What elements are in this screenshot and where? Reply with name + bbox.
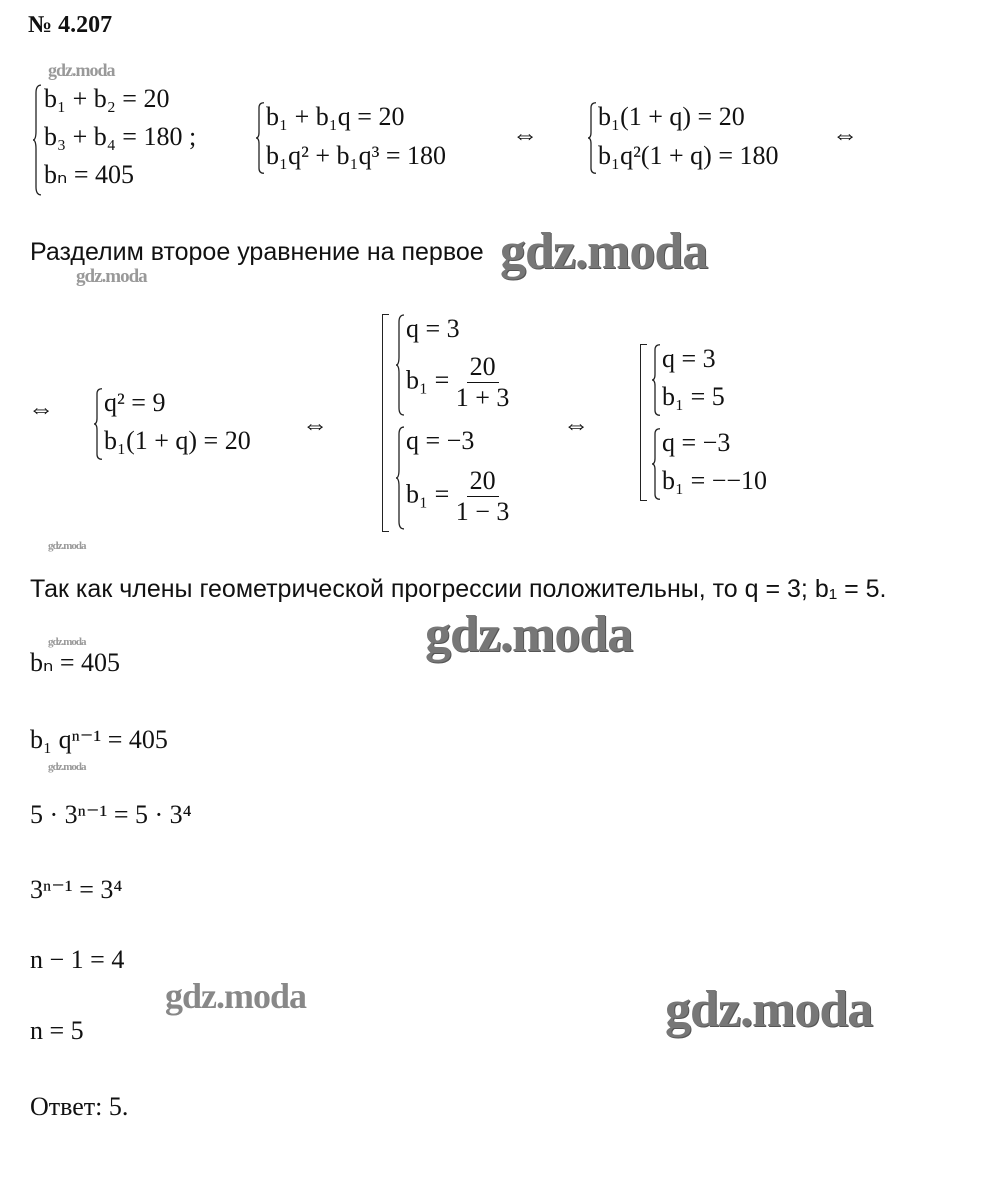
watermark: gdz.moda <box>48 761 86 773</box>
equation-lhs: b₁ = <box>406 479 456 509</box>
equation: q = −3 <box>406 426 475 455</box>
equation: b₁ + b₂ = 20 <box>44 84 170 113</box>
denominator: 1 + 3 <box>455 383 510 412</box>
equivalence-symbol: ⇔ <box>563 410 589 439</box>
curly-brace <box>93 388 103 460</box>
equivalence-symbol: ⇔ <box>512 120 538 149</box>
equivalence-symbol: ⇔ <box>302 410 328 439</box>
equation: bₙ = 405 <box>44 160 135 189</box>
equation: q² = 9 <box>104 388 166 417</box>
watermark: gdz.moda <box>48 636 86 648</box>
numerator: 20 <box>467 352 499 383</box>
curly-brace <box>587 102 597 174</box>
equivalence-symbol: ⇔ <box>28 394 54 423</box>
explanation-text: Разделим второе уравнение на первое <box>30 238 484 266</box>
watermark: gdz.moda <box>500 223 708 280</box>
answer: Ответ: 5. <box>30 1092 129 1121</box>
step-equation: b₁ qⁿ⁻¹ = 405 <box>30 725 168 754</box>
watermark: gdz.moda <box>425 606 633 663</box>
equation-lhs: b₁ = <box>406 365 456 395</box>
equation: q = −3 <box>662 428 731 457</box>
equation: b₁(1 + q) = 20 <box>598 102 745 131</box>
curly-brace <box>255 102 265 174</box>
watermark: gdz.moda <box>665 981 873 1038</box>
equation <box>406 352 509 413</box>
equation: b₁q² + b₁q³ = 180 <box>266 141 447 170</box>
numerator: 20 <box>467 466 499 497</box>
watermark: gdz.moda <box>76 266 147 287</box>
fraction <box>456 352 510 413</box>
curly-brace <box>651 344 661 416</box>
denominator: 1 − 3 <box>455 497 510 526</box>
equation: b₁q²(1 + q) = 180 <box>598 141 779 170</box>
problem-number: № 4.207 <box>28 12 113 38</box>
equation: q = 3 <box>406 314 460 343</box>
watermark: gdz.moda <box>165 976 307 1016</box>
step-equation: n = 5 <box>30 1016 84 1045</box>
curly-brace <box>395 426 405 530</box>
square-bracket <box>382 314 389 532</box>
explanation-text: Так как члены геометрической прогрессии положительны, то q = 3; b₁ = 5. <box>30 575 887 603</box>
curly-brace <box>651 428 661 500</box>
square-bracket <box>640 344 647 501</box>
curly-brace <box>395 314 405 416</box>
equation: q = 3 <box>662 344 716 373</box>
step-equation: 3ⁿ⁻¹ = 3⁴ <box>30 875 123 904</box>
step-equation: n − 1 = 4 <box>30 945 125 974</box>
equation: b₁ + b₁q = 20 <box>266 102 405 131</box>
equation: b₁ = −−10 <box>662 466 768 495</box>
equation: b₃ + b₄ = 180 ; <box>44 122 197 151</box>
step-equation: 5 · 3ⁿ⁻¹ = 5 · 3⁴ <box>30 800 192 829</box>
step-equation: bₙ = 405 <box>30 648 121 677</box>
equation: b₁(1 + q) = 20 <box>104 426 251 455</box>
watermark: gdz.moda <box>48 60 115 80</box>
fraction <box>456 466 510 527</box>
equation <box>406 466 509 527</box>
watermark: gdz.moda <box>48 540 86 552</box>
equation: b₁ = 5 <box>662 382 725 411</box>
curly-brace <box>32 84 42 196</box>
equivalence-symbol: ⇔ <box>832 120 858 149</box>
